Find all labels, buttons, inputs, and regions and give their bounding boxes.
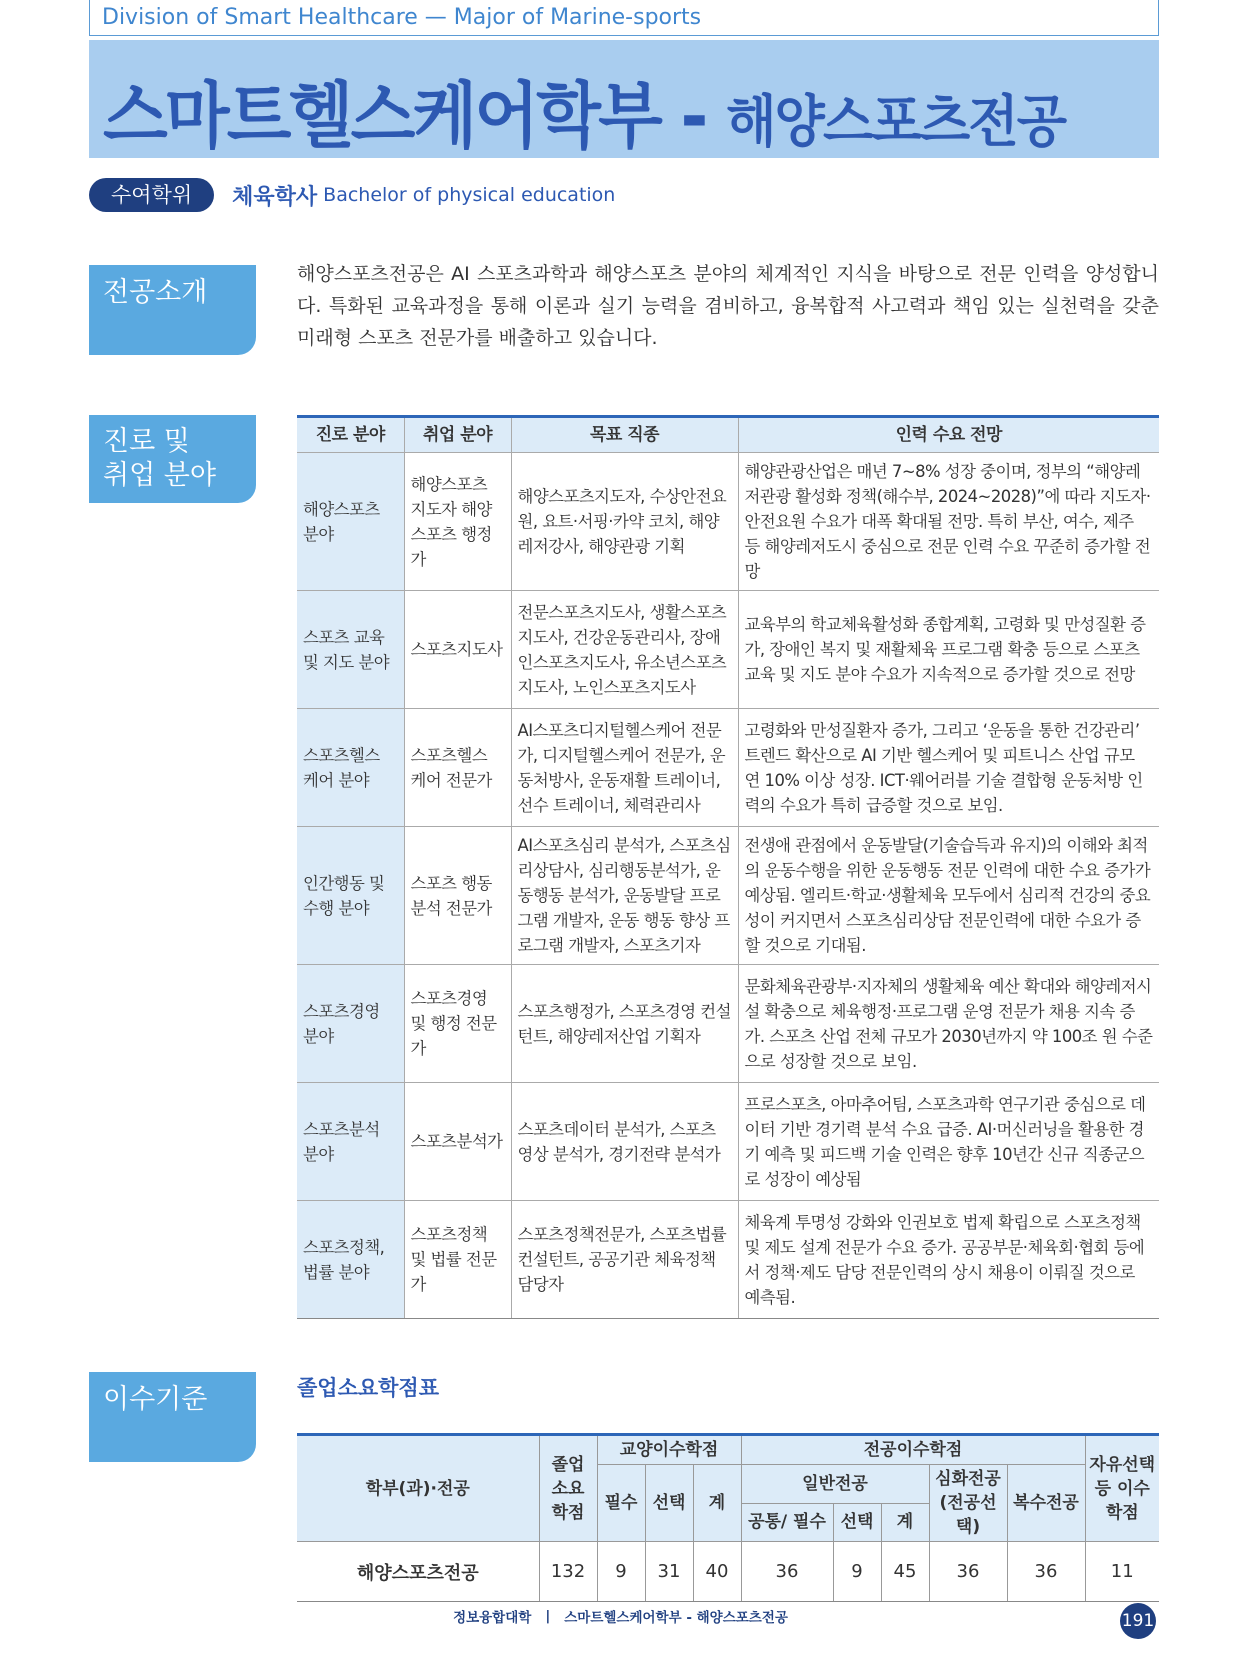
career-table (297, 415, 1159, 1319)
credit-table (297, 1433, 1159, 1602)
header-liberal-elective: 선택 (645, 1465, 693, 1542)
job-field-cell: 스포츠분석가 (404, 1083, 511, 1201)
target-job-cell: 스포츠행정가, 스포츠경영 컨설턴트, 해양레저산업 기획자 (511, 965, 738, 1083)
intro-paragraph: 해양스포츠전공은 AI 스포츠과학과 해양스포츠 분야의 체계적인 지식을 바탕으로 전문 인력을 양성합니다. 특화된 교육과정을 통해 이론과 실기 능력을 겸비하고, 융복합적 사고력과 책임 있는 실천력을 갖춘 미래형 스포츠 전문가를 배출하고 있습니다. (297, 263, 1159, 349)
title-main-text: 스마트헬스케어학부 - (103, 74, 727, 158)
table-row (297, 965, 1159, 1083)
career-field-cell: 스포츠분석 분야 (297, 1083, 404, 1201)
header-career-field: 진로 분야 (297, 417, 404, 453)
total-cell: 132 (539, 1542, 597, 1602)
page-title (103, 58, 1065, 162)
table-row (297, 453, 1159, 591)
section-tab-career-line1: 진로 및 (103, 426, 190, 457)
table-row (297, 591, 1159, 709)
footer-dept: 스마트헬스케어학부 - 해양스포츠전공 (564, 1610, 788, 1626)
header-general-major: 일반전공 (741, 1465, 929, 1504)
target-job-cell: 스포츠정책전문가, 스포츠법률 컨설턴트, 공공기관 체육정책 담당자 (511, 1201, 738, 1319)
header-dept: 학부(과)·전공 (297, 1435, 539, 1542)
target-job-cell: 스포츠데이터 분석가, 스포츠 영상 분석가, 경기전략 분석가 (511, 1083, 738, 1201)
free-cell: 11 (1085, 1542, 1159, 1602)
header-free-credits: 자유선택 등 이수학점 (1085, 1435, 1159, 1542)
section-tab-intro (89, 265, 256, 355)
credit-table-title: 졸업소요학점표 (297, 1376, 440, 1400)
job-field-cell: 스포츠 행동 분석 전문가 (404, 827, 511, 965)
job-field-cell: 해양스포츠 지도자 해양스포츠 행정가 (404, 453, 511, 591)
outlook-cell: 전생애 관점에서 운동발달(기술습득과 유지)의 이해와 최적의 운동수행을 위한 운동행동 전문 인력에 대한 수요 증가가 예상됨. 엘리트·학교·생활체육 모두에서 심리적 건강의 중요성이 커지면서 스포츠심리상담 전문인력에 대한 수요가 증할 것으로 기대됨. (738, 827, 1159, 965)
header-liberal-credits: 교양이수학점 (597, 1435, 741, 1465)
header-major-credits: 전공이수학점 (741, 1435, 1085, 1465)
outlook-cell: 고령화와 만성질환자 증가, 그리고 ‘운동을 통한 건강관리’ 트렌드 확산으로 AI 기반 헬스케어 및 피트니스 산업 규모 연 10% 이상 성장. ICT·웨어러블 기술 결합형 운동처방 인력의 수요가 특히 급증할 것으로 보임. (738, 709, 1159, 827)
section-tab-requirement-label: 이수기준 (103, 1384, 208, 1415)
section-tab-requirement (89, 1372, 256, 1462)
outlook-cell: 프로스포츠, 아마추어팀, 스포츠과학 연구기관 중심으로 데이터 기반 경기력 분석 수요 급증. AI·머신러닝을 활용한 경기 예측 및 피드백 기술 인력은 향후 10년간 신규 직종군으로 성장이 예상됨 (738, 1083, 1159, 1201)
career-field-cell: 해양스포츠 분야 (297, 453, 404, 591)
major-sum-cell: 45 (881, 1542, 929, 1602)
job-field-cell: 스포츠헬스 케어 전문가 (404, 709, 511, 827)
page-number: 191 (1120, 1603, 1156, 1639)
degree-label-pill: 수여학위 (89, 178, 214, 212)
career-table-header (297, 417, 1159, 453)
major-elective-cell: 9 (833, 1542, 881, 1602)
outlook-cell: 해양관광산업은 매년 7~8% 성장 중이며, 정부의 “해양레저관광 활성화 정책(해수부, 2024~2028)”에 따라 지도자·안전요원 수요가 대폭 확대될 전망. 특히 부산, 여수, 제주 등 해양레저도시 중심으로 전문 인력 수요 꾸준히 증가할 전망 (738, 453, 1159, 591)
outlook-cell: 교육부의 학교체육활성화 종합계획, 고령화 및 만성질환 증가, 장애인 복지 및 재활체육 프로그램 확충 등으로 스포츠 교육 및 지도 분야 수요가 지속적으로 증가할 것으로 전망 (738, 591, 1159, 709)
target-job-cell: AI스포츠심리 분석가, 스포츠심리상담사, 심리행동분석가, 운동행동 분석가, 운동발달 프로그램 개발자, 운동 행동 향상 프로그램 개발자, 스포츠기자 (511, 827, 738, 965)
degree-name-en: Bachelor of physical education (323, 184, 616, 206)
section-tab-career-line2: 취업 분야 (103, 460, 216, 491)
header-liberal-sum: 계 (693, 1465, 741, 1542)
career-field-cell: 인간행동 및 수행 분야 (297, 827, 404, 965)
job-field-cell: 스포츠정책 및 법률 전문가 (404, 1201, 511, 1319)
career-field-cell: 스포츠정책, 법률 분야 (297, 1201, 404, 1319)
outlook-cell: 문화체육관광부·지자체의 생활체육 예산 확대와 해양레저시설 확충으로 체육행정·프로그램 운영 전문가 채용 지속 증가. 스포츠 산업 전체 규모가 2030년까지 약 100조 원 수준으로 성장할 것으로 보임. (738, 965, 1159, 1083)
top-banner (89, 0, 1159, 36)
table-row (297, 1083, 1159, 1201)
banner-text: Division of Smart Healthcare — Major of Marine-sports (102, 5, 702, 30)
header-total-credits: 졸업 소요 학점 (539, 1435, 597, 1542)
dept-cell: 해양스포츠전공 (297, 1542, 539, 1602)
target-job-cell: 해양스포츠지도자, 수상안전요원, 요트·서핑·카약 코치, 해양레저강사, 해양관광 기획 (511, 453, 738, 591)
header-major-sum: 계 (881, 1503, 929, 1542)
double-cell: 36 (1007, 1542, 1085, 1602)
degree-name-ko: 체육학사 (232, 184, 318, 210)
header-common-required: 공통/ 필수 (741, 1503, 833, 1542)
liberal-elective-cell: 31 (645, 1542, 693, 1602)
header-double-major: 복수전공 (1007, 1465, 1085, 1542)
job-field-cell: 스포츠지도사 (404, 591, 511, 709)
advanced-cell: 36 (929, 1542, 1007, 1602)
outlook-cell: 체육계 투명성 강화와 인권보호 법제 확립으로 스포츠정책 및 제도 설계 전문가 수요 증가. 공공부문·체육회·협회 등에서 정책·제도 담당 전문인력의 상시 채용이 이뤄질 것으로 예측됨. (738, 1201, 1159, 1319)
liberal-required-cell: 9 (597, 1542, 645, 1602)
table-row (297, 709, 1159, 827)
common-required-cell: 36 (741, 1542, 833, 1602)
target-job-cell: AI스포츠디지털헬스케어 전문가, 디지털헬스케어 전문가, 운동처방사, 운동재활 트레이너, 선수 트레이너, 체력관리사 (511, 709, 738, 827)
table-row (297, 1201, 1159, 1319)
career-field-cell: 스포츠경영 분야 (297, 965, 404, 1083)
footer-college: 정보융합대학 (453, 1610, 532, 1626)
career-field-cell: 스포츠헬스 케어 분야 (297, 709, 404, 827)
job-field-cell: 스포츠경영 및 행정 전문가 (404, 965, 511, 1083)
header-demand-outlook: 인력 수요 전망 (738, 417, 1159, 453)
section-tab-intro-label: 전공소개 (103, 277, 208, 308)
degree-row (89, 178, 615, 212)
career-field-cell: 스포츠 교육 및 지도 분야 (297, 591, 404, 709)
title-sub-text: 해양스포츠전공 (726, 90, 1066, 155)
table-row (297, 827, 1159, 965)
header-job-field: 취업 분야 (404, 417, 511, 453)
header-target-job: 목표 직종 (511, 417, 738, 453)
header-advanced-major: 심화전공 (전공선택) (929, 1465, 1007, 1542)
section-tab-career (89, 415, 256, 503)
target-job-cell: 전문스포츠지도사, 생활스포츠지도사, 건강운동관리사, 장애인스포츠지도사, 유소년스포츠지도사, 노인스포츠지도사 (511, 591, 738, 709)
title-band (89, 40, 1159, 158)
page-footer (0, 1606, 1241, 1626)
header-liberal-required: 필수 (597, 1465, 645, 1542)
liberal-sum-cell: 40 (693, 1542, 741, 1602)
header-major-elective: 선택 (833, 1503, 881, 1542)
table-row (297, 1542, 1159, 1602)
footer-separator: | (545, 1608, 551, 1624)
